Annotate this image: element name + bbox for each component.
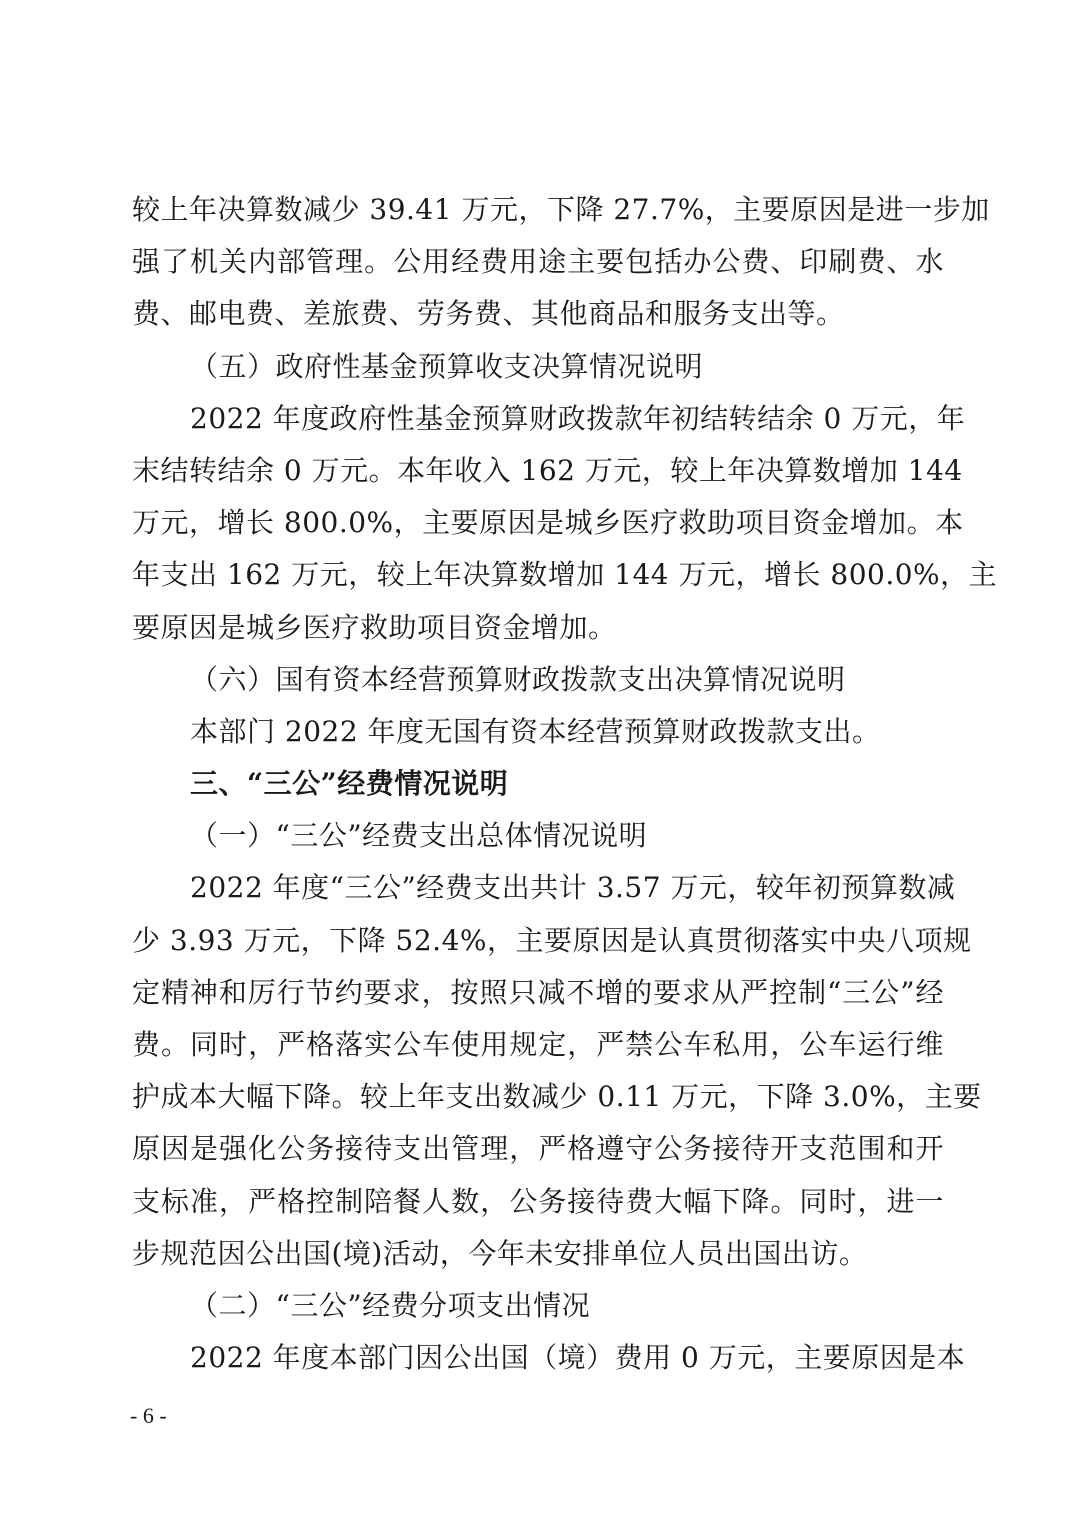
text-line: 少 3.93 万元，下降 52.4%，主要原因是认真贯彻落实中央八项规 (132, 923, 972, 957)
text-line: 原因是强化公务接待支出管理，严格遵守公务接待开支范围和开 (132, 1132, 944, 1166)
text-line: 2022 年度政府性基金预算财政拨款年初结转结余 0 万元，年 (190, 401, 966, 435)
text-line: 支标准，严格控制陪餐人数，公务接待费大幅下降。同时，进一 (132, 1184, 944, 1218)
section-heading: （一）“三公”经费支出总体情况说明 (190, 819, 648, 853)
text-line: 护成本大幅下降。较上年支出数减少 0.11 万元，下降 3.0%，主要 (132, 1080, 982, 1114)
text-line: 较上年决算数减少 39.41 万元，下降 27.7%，主要原因是进一步加 (132, 193, 990, 226)
text-line: 费、邮电费、差旅费、劳务费、其他商品和服务支出等。 (132, 297, 845, 331)
text-line: 定精神和厉行节约要求，按照只减不增的要求从严控制“三公”经 (132, 975, 944, 1009)
text-line: 要原因是城乡医疗救助项目资金增加。 (132, 610, 617, 644)
text-line: 本部门 2022 年度无国有资本经营预算财政拨款支出。 (190, 714, 881, 748)
document-body (132, 184, 998, 1384)
section-heading: （五）政府性基金预算收支决算情况说明 (190, 349, 704, 383)
text-line: 费。同时，严格落实公车使用规定，严禁公车私用，公车运行维 (132, 1028, 944, 1061)
section-heading: （六）国有资本经营预算财政拨款支出决算情况说明 (190, 662, 846, 696)
text-line: 万元，增长 800.0%，主要原因是城乡医疗救助项目资金增加。本 (132, 506, 964, 540)
chapter-heading: 三、“三公”经费情况说明 (190, 767, 509, 801)
text-line: 年支出 162 万元，较上年决算数增加 144 万元，增长 800.0%，主 (132, 558, 998, 592)
page-number: - 6 - (130, 1403, 167, 1428)
text-line: 2022 年度“三公”经费支出共计 3.57 万元，较年初预算数减 (190, 871, 956, 905)
text-line: 步规范因公出国(境)活动，今年未安排单位人员出国出访。 (132, 1236, 868, 1270)
text-line: 末结转结余 0 万元。本年收入 162 万元，较上年决算数增加 144 (132, 453, 963, 487)
text-line: 2022 年度本部门因公出国（境）费用 0 万元，主要原因是本 (190, 1341, 966, 1375)
text-line: 强了机关内部管理。公用经费用途主要包括办公费、印刷费、水 (132, 245, 944, 279)
section-heading: （二）“三公”经费分项支出情况 (190, 1288, 591, 1322)
